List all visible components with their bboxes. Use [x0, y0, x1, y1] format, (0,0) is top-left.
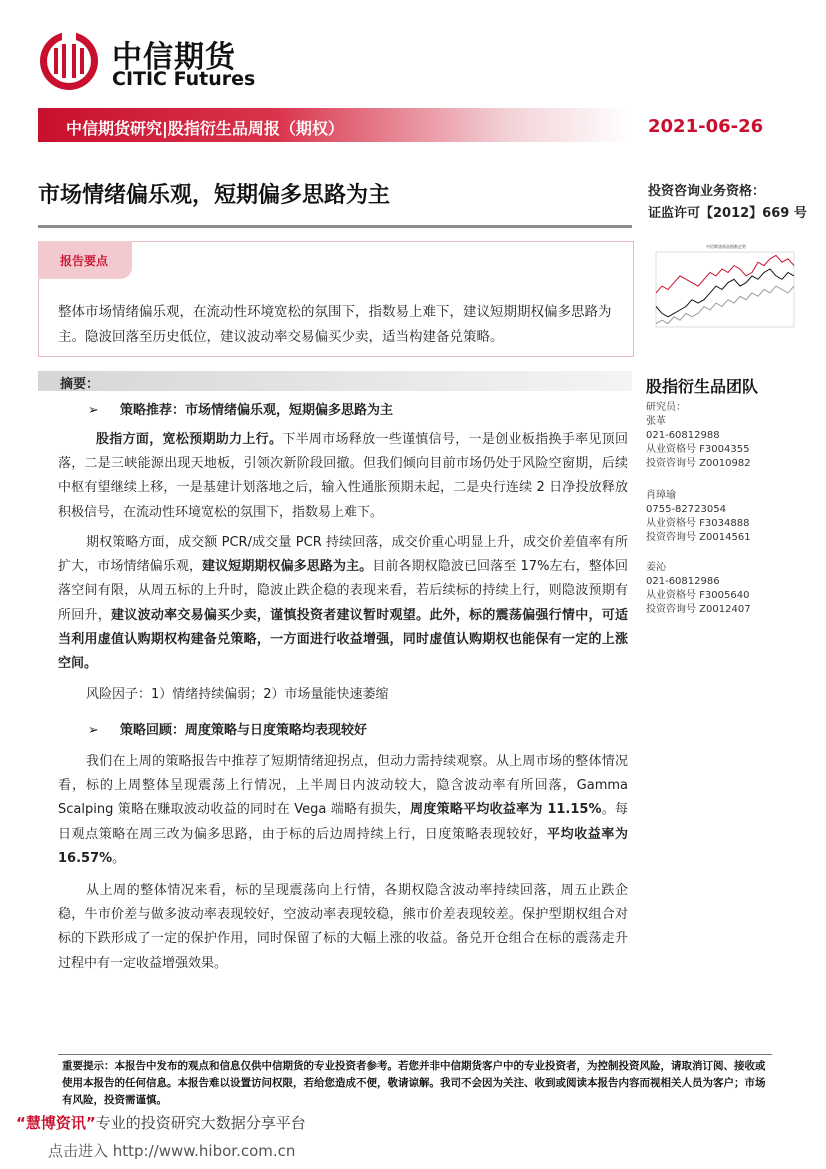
abstract-bar [38, 371, 632, 391]
arrow-bullet-icon: ➢ [88, 723, 99, 738]
analyst-license: 从业资格号 F3004355 [646, 444, 750, 455]
section2-heading [88, 719, 367, 738]
analyst-card [646, 561, 751, 617]
key-points-tab-label: 报告要点 [60, 254, 109, 268]
review-text-1: 我们在上周的策略报告中推荐了短期情绪迎拐点，但动力需持续观察。从上周市场的整体情况看，标的上周整体呈现震荡上行情况，上半周日内波动较大，隐含波动率有所回落，Gamma Scalping 策略在赚取波动收益的同时在 Vega 端略有损失， [58, 754, 628, 818]
analyst-card [646, 489, 751, 545]
analyst-name: 姜沁 [646, 562, 666, 573]
option-strategy-bold-2: 建议波动率交易偏买少卖，谨慎投资者建议暂时观望。此外，标的震荡偏强行情中，可适当利用虚值认购期权构建备兑策略，一方面进行收益增强，同时虚值认购期权也能保有一定的上涨空间。 [58, 607, 628, 672]
risk-factors: 风险因子：1）情绪持续偏弱；2）市场量能快速萎缩 [86, 687, 389, 702]
paragraph-review [58, 750, 628, 871]
section2-title: 策略回顾：周度策略与日度策略均表现较好 [120, 723, 368, 738]
page-title: 市场情绪偏乐观，短期偏多思路为主 [38, 183, 391, 208]
analyst-name: 肖璋瑜 [646, 490, 676, 501]
review-text-2: 。每日观点策略在周三改为偏多思路，由于标的后边周持续上行，日度策略表现较好， [58, 802, 628, 842]
paragraph-index-body: 下半周市场释放一些谨慎信号，一是创业板指换手率见顶回落，二是三峡能源出现天地板，引领次新阶段回撤。但我们倾向目前市场仍处于风险空窗期，后续中枢有望继续上移，一是基建计划落地之后，输入性通胀预期未起，二是央行连续 2 日净投放释放积极信号，在流动性环境宽松的氛围下，指数易上难下。 [58, 432, 628, 520]
qualification-label: 投资咨询业务资格： [648, 184, 766, 199]
analyst-advisory: 投资咨询号 Z0014561 [646, 532, 751, 543]
logo-english-name: CITIC Futures [112, 68, 256, 90]
analyst-phone: 021-60812988 [646, 430, 720, 441]
arrow-bullet-icon: ➢ [88, 403, 99, 418]
analyst-card [646, 401, 751, 471]
section1-heading [88, 399, 393, 418]
option-strategy-text-1: 期权策略方面，成交额 PCR/成交量 PCR 持续回落，成交价重心明显上升，成交价差值率有所扩大，市场情绪偏乐观， [58, 535, 628, 575]
key-points-text: 整体市场情绪偏乐观，在流动性环境宽松的氛围下，指数易上难下，建议短期期权偏多思路为主。隐波回落至历史低位，建议波动率交易偏买少卖，适当构建备兑策略。 [58, 304, 612, 345]
index-trend-chart [646, 242, 804, 362]
analyst-name: 张革 [646, 416, 666, 427]
promo-link[interactable]: 点击进入 http://www.hibor.com.cn [48, 1142, 296, 1160]
paragraph-index-lead: 股指方面，宽松预期助力上行。 [96, 432, 283, 447]
team-title: 股指衍生品团队 [646, 377, 759, 396]
title-divider [38, 225, 632, 228]
promo-quote-open: “ [16, 1114, 26, 1132]
analyst-role: 研究员： [646, 402, 686, 413]
promo-brand: 慧博资讯 [25, 1114, 86, 1132]
report-series-title: 中信期货研究|股指衍生品周报（期权） [66, 119, 344, 138]
promo-tagline: 专业的投资研究大数据分享平台 [95, 1114, 306, 1132]
analyst-phone: 0755-82723054 [646, 504, 726, 515]
qualification-license: 证监许可【2012】669 号 [648, 206, 807, 221]
footer-divider [58, 1054, 772, 1055]
section1-title: 策略推荐：市场情绪偏乐观，短期偏多思路为主 [120, 403, 394, 418]
analyst-phone: 021-60812986 [646, 576, 720, 587]
abstract-label: 摘要： [60, 377, 100, 392]
report-date: 2021-06-26 [648, 116, 764, 137]
logo-chinese-name: 中信期货 [112, 40, 236, 75]
paragraph-index [58, 428, 628, 525]
analyst-license: 从业资格号 F3034888 [646, 518, 750, 529]
paragraph-option-strategy [58, 531, 628, 676]
disclaimer-notice: 重要提示：本报告中发布的观点和信息仅供中信期货的专业投资者参考。若您并非中信期货客户中的专业投资者，为控制投资风险，请取消订阅、接收或使用本报告的任何信息。本报告难以设置访问权限，若给您造成不便，敬请谅解。我司不会因为关注、收到或阅读本报告内容而视相关人员为客户；市场有风险，投资需谨慎。 [62, 1060, 766, 1106]
review-text-3: 。 [112, 850, 126, 866]
analyst-advisory: 投资咨询号 Z0012407 [646, 604, 751, 615]
citic-logo-icon [38, 30, 100, 92]
promo-line [16, 1112, 306, 1133]
analyst-advisory: 投资咨询号 Z0010982 [646, 458, 751, 469]
review-bold-2: 平均收益率为 16.57% [58, 826, 628, 866]
review-bold-1: 周度策略平均收益率为 11.15% [410, 802, 602, 818]
analyst-license: 从业资格号 F3005640 [646, 590, 750, 601]
promo-quote-close: ” [85, 1114, 96, 1132]
option-strategy-text-2: 目前各期权隐波已回落至 17%左右，整体回落空间有限，从周五标的上升时，隐波止跌企稳的表现来看，若后续标的持续上行，则隐波预期有所回升， [58, 559, 628, 623]
chart-title: 中信期货商品指数走势 [706, 244, 746, 249]
paragraph-summary: 从上周的整体情况来看，标的呈现震荡向上行情，各期权隐含波动率持续回落，周五止跌企稳，牛市价差与做多波动率表现较好，空波动率表现较稳，熊市价差表现较差。保护型期权组合对标的下跌形成了一定的保护作用，同时保留了标的大幅上涨的收益。备兑开仓组合在标的震荡走升过程中有一定收益增强效果。 [58, 883, 628, 971]
option-strategy-bold-1: 建议短期期权偏多思路为主。 [202, 559, 373, 575]
